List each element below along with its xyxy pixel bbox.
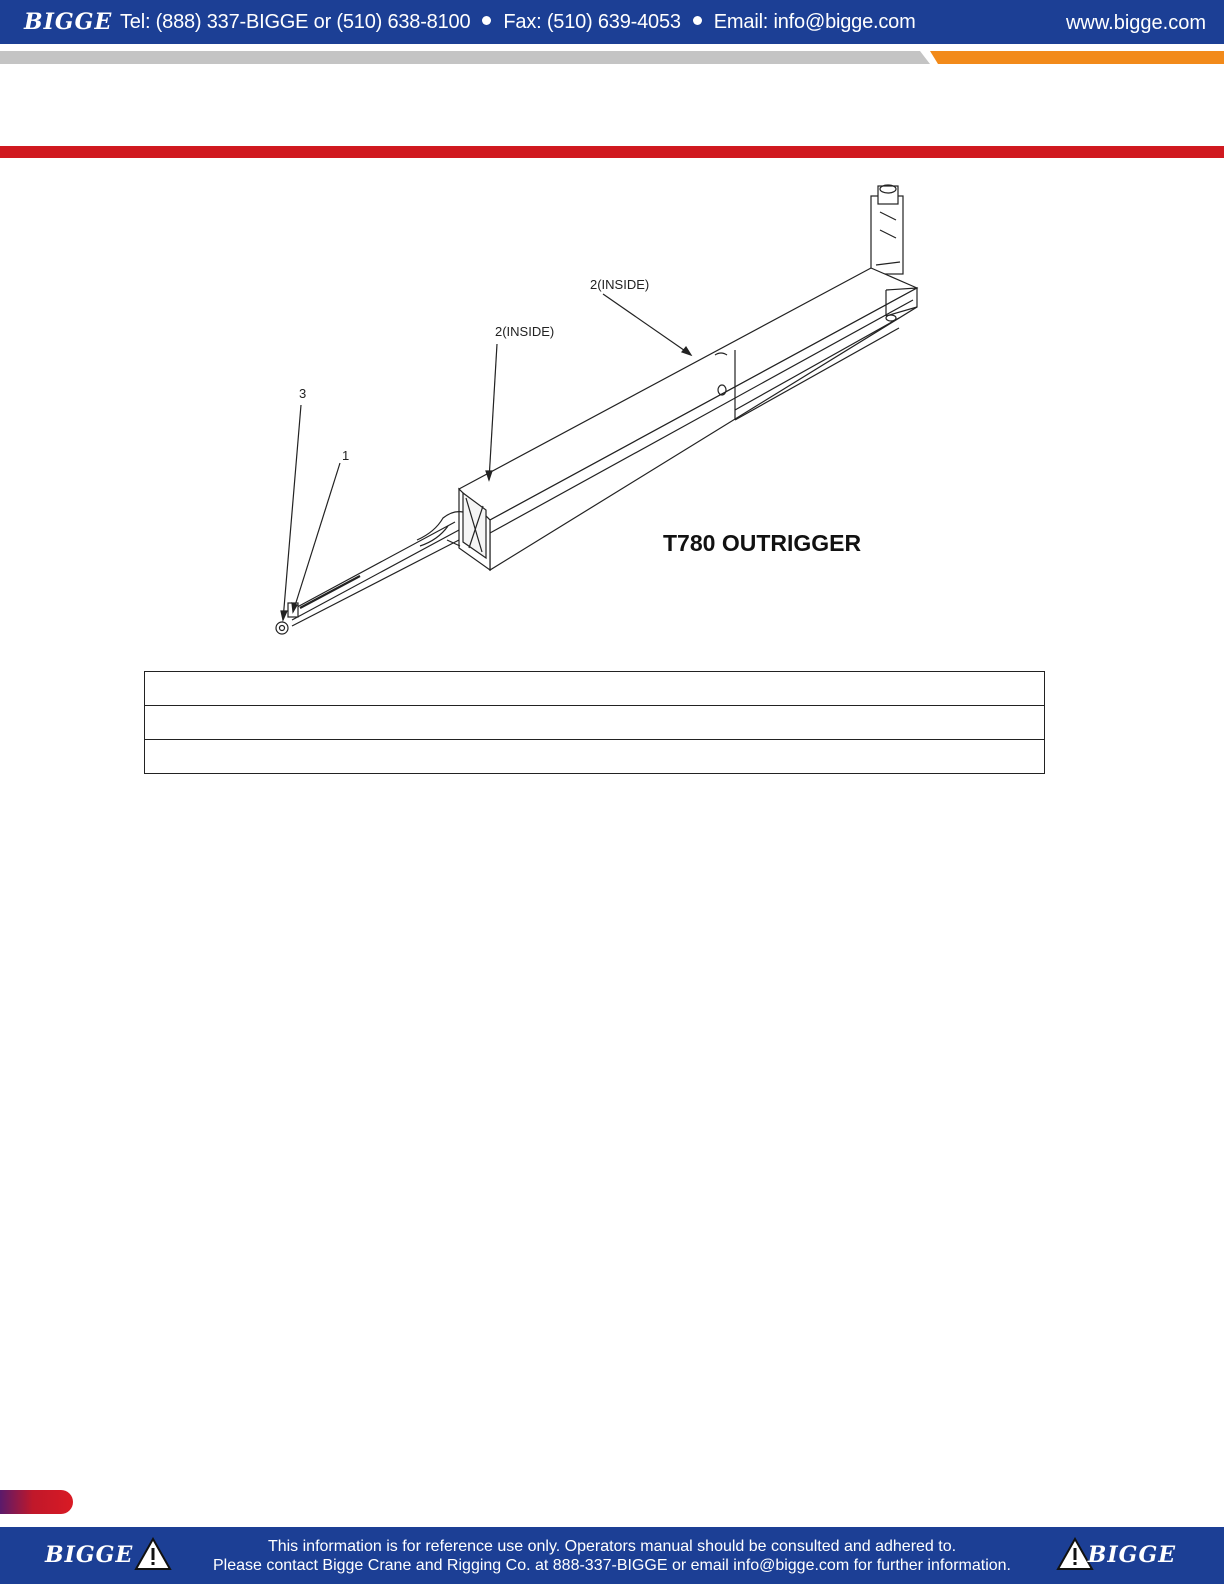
outrigger-drawing — [0, 160, 1224, 650]
warning-icon — [134, 1537, 172, 1571]
table-cell — [145, 740, 1045, 774]
table-row — [145, 740, 1045, 774]
footer-bar — [0, 1527, 1224, 1584]
extension-rod — [276, 512, 463, 634]
contact-info — [120, 11, 916, 34]
callout-inside-upper: 2(INSIDE) — [590, 277, 650, 292]
disclaimer-line-2: Please contact Bigge Crane and Rigging Co. at 888-337-BIGGE or email info@bigge.com for further information. — [213, 1557, 1011, 1574]
drawing-caption: T780 OUTRIGGER — [663, 530, 862, 556]
bullet-icon — [482, 16, 491, 25]
bigge-logo[interactable]: BIGGE — [24, 9, 113, 35]
callout-item-3: 3 — [299, 386, 307, 401]
header-bar — [0, 0, 1224, 44]
website-link[interactable]: www.bigge.com — [1065, 12, 1206, 34]
bigge-logo[interactable]: BIGGE — [1087, 1542, 1176, 1568]
grey-accent-bar — [0, 51, 930, 64]
parts-table — [144, 671, 1045, 774]
outrigger-illustration — [0, 160, 1224, 650]
contact-email[interactable]: Email: info@bigge.com — [713, 11, 916, 33]
footer-disclaimer — [180, 1537, 1044, 1575]
disclaimer-line-1: This information is for reference use only. Operators manual should be consulted and adhered to. — [267, 1538, 957, 1555]
contact-fax: Fax: (510) 639-4053 — [503, 11, 681, 33]
contact-tel[interactable]: Tel: (888) 337-BIGGE or (510) 638-8100 — [120, 11, 471, 33]
table-row — [145, 672, 1045, 706]
page-tab — [0, 1490, 73, 1514]
bigge-logo[interactable]: BIGGE — [45, 1542, 134, 1568]
table-row — [145, 706, 1045, 740]
red-divider-bar — [0, 146, 1224, 158]
outer-beam — [459, 268, 917, 570]
orange-accent-bar — [930, 51, 1224, 64]
callout-item-1: 1 — [342, 448, 350, 463]
table-cell — [145, 706, 1045, 740]
callout-inside-lower: 2(INSIDE) — [495, 324, 555, 339]
table-cell — [145, 672, 1045, 706]
jack-cylinder — [871, 185, 903, 274]
bullet-icon — [693, 16, 702, 25]
